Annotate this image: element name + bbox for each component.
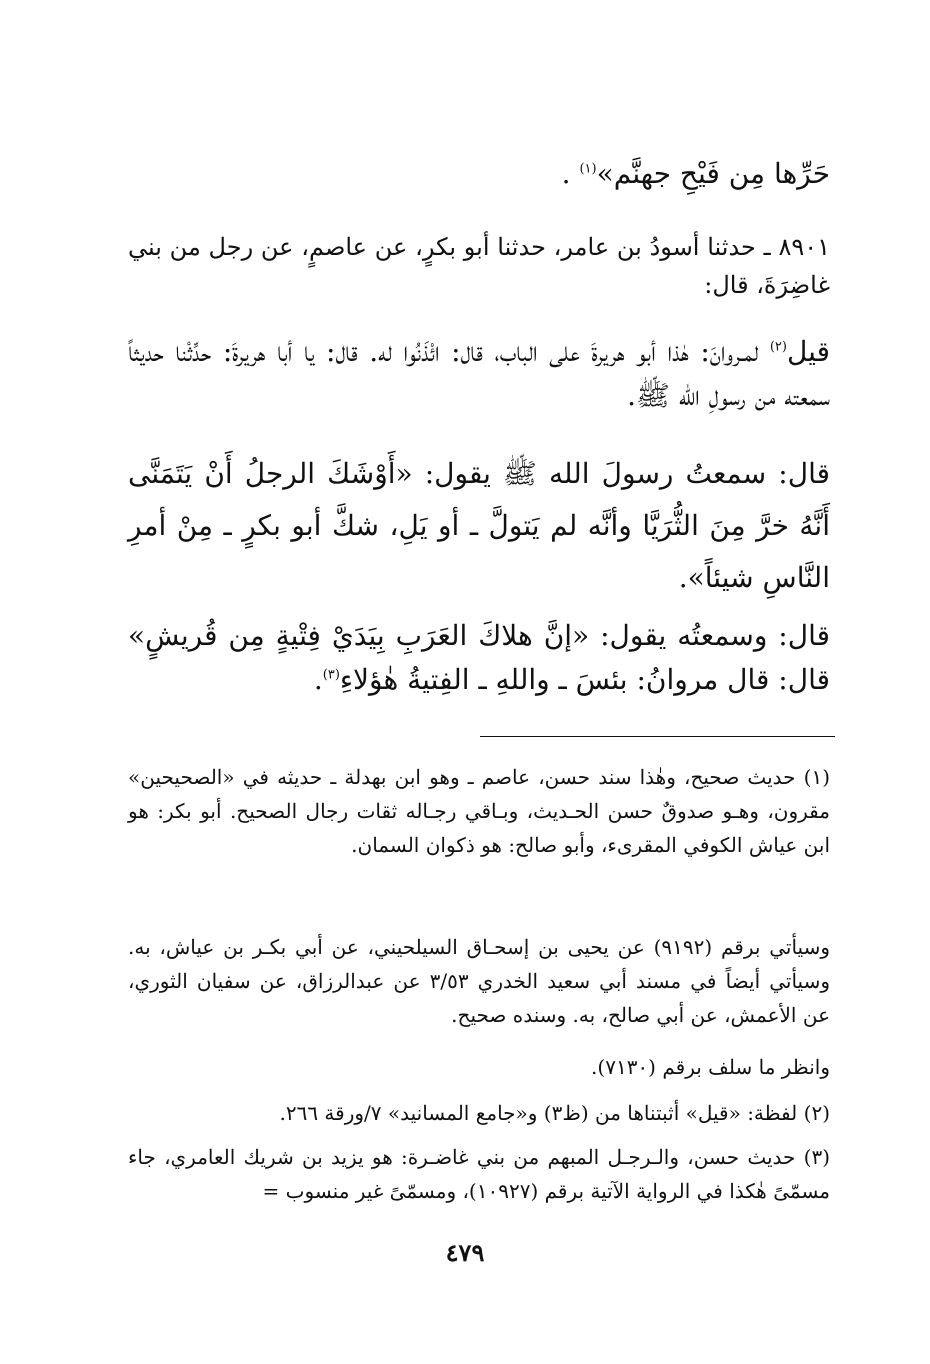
- footnote-2: (٢) لفظة: «قيل» أثبتناها من (ظ٣) و«جامع المسانيد» ٧/ورقة ٢٦٦.: [279, 1101, 830, 1125]
- footnote-1-para-2: وسيأتي برقم (٩١٩٢) عن يحيى بن إسحـاق السيلحيني، عن أبي بكـر بن عياش، به. وسيأتي أيضاً في مسند أبي سعيد الخدري ٣/٥٣ عن عبدالرزاق، عن سفيان الثوري، عن الأعمش، عن أبي صالح، به. وسنده صحيح.: [128, 935, 831, 1027]
- page-number: ٤٧٩: [445, 1238, 485, 1267]
- footnote-ref-2: (٢): [769, 339, 787, 355]
- paragraph-1-rest: لمـروانَ: هٰذا أبو هريرةَ على الباب، قال: ائْذَنُوا له. قال: يا أبا هريرةَ: حدِّثْنا حديثاً سمعته من رسولِ الله ﷺ.: [128, 335, 830, 412]
- hadith-8901-isnad: ٨٩٠١ ـ حدثنا أسودُ بن عامر، حدثنا أبو بكرٍ، عن عاصمٍ، عن رجل من بني غاضِرَةَ، قال:: [128, 233, 830, 299]
- footnote-ref-1: (١): [579, 161, 597, 177]
- footnote-3: (٣) حديث حسن، والـرجـل المبهم من بني غاضـرة: هو يزيد بن شريك العامري، جاء مسمّىً هٰكذا في الرواية الآتية برقم (١٠٩٢٧)، ومسمّىً غير منسوب =: [128, 1145, 830, 1203]
- continuation-line: [128, 152, 830, 196]
- footnote-1-para-3: وانظر ما سلف برقم (٧١٣٠).: [591, 1055, 830, 1079]
- paragraph-3-end: .: [313, 663, 323, 696]
- hadith-paragraph-2: قال: سمعتُ رسولَ الله ﷺ يقول: «أَوْشَكَ الرجلُ أَنْ يَتَمَنَّى أَنَّهُ خرَّ مِنَ الثُّرَيَّا وأنَّه لم يَتولَّ ـ أو يَلِ، شكَّ أبو بكرٍ ـ مِنْ أمرِ النَّاسِ شيئاً».: [128, 457, 830, 594]
- full-stop: .: [561, 157, 580, 190]
- paragraph-3-text: قال: وسمعتُه يقول: «إنَّ هلاكَ العَرَبِ بِيَدَيْ فِتْيةٍ مِن قُريشٍ» قال: قال مروانُ: بئسَ ـ واللهِ ـ الفِتيةُ هٰؤلاءِ: [128, 619, 830, 696]
- footnote-separator: [480, 736, 835, 737]
- hadith-paragraph-1: [128, 330, 830, 418]
- hadith-paragraph-3: [128, 614, 830, 702]
- paragraph-1-start: قيل: [786, 335, 830, 368]
- footnote-1-para-1: (١) حديث صحيح، وهٰذا سند حسن، عاصم ـ وهو ابن بهدلة ـ حديثه في «الصحيحين» مقرون، وهـو صدوقٌ حسن الحـديث، وبـاقي رجـاله ثقات رجال الصحيح. أبو بكر: هو ابن عياش الكوفي المقرىء، وأبو صالح: هو ذكوان السمان.: [128, 765, 830, 857]
- footnote-ref-3: (٣): [322, 667, 340, 683]
- hadith-text-end: حَرِّها مِن فَيْحِ جهنَّم»: [596, 157, 830, 190]
